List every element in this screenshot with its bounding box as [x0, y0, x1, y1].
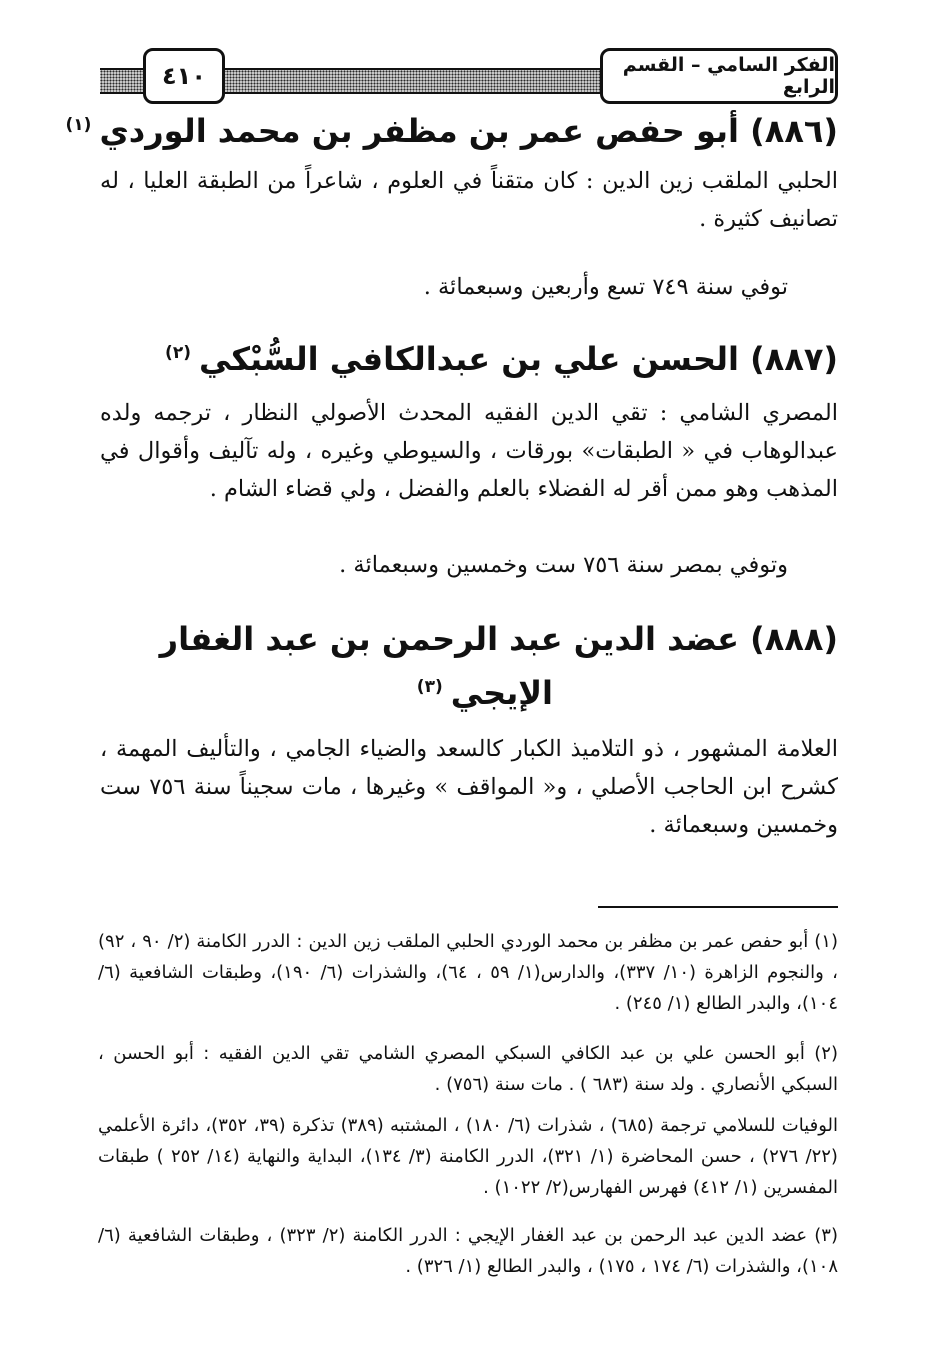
- entry-886-footnote-ref: (١): [65, 115, 92, 136]
- footnote-3: (٣) عضد الدين عبد الرحمن بن عبد الغفار الإيجي : الدرر الكامنة (٢/ ٣٢٣) ، وطبقات الشافعية (٦/ ١٠٨)، والشذرات (٦/ ١٧٤ ، ١٧٥) ، والبدر الطالع (١/ ٣٢٦) .: [98, 1225, 838, 1277]
- entry-886-death-note: توفي سنة ٧٤٩ تسع وأربعين وسبعمائة .: [423, 274, 788, 300]
- running-header-title: [600, 48, 838, 104]
- entry-888-body: العلامة المشهور ، ذو التلاميذ الكبار كالسعد والضياء الجامي ، والتأليف المهمة ، كشرح ابن الحاجب الأصلي ، و« المواقف » وغيرها ، مات سجيناً سنة ٧٥٦ ست وخمسين وسبعمائة .: [100, 736, 838, 838]
- entry-888-title-line1: (٨٨٨) عضد الدين عبد الرحمن بن عبد الغفار: [159, 620, 838, 658]
- entry-886-body: الحلبي الملقب زين الدين : كان متقناً في العلوم ، شاعراً من الطبقة العليا ، له تصانيف كثيرة .: [100, 168, 838, 232]
- header-title-text: الفكر السامي – القسم الرابع: [622, 54, 835, 98]
- entry-886-title: [65, 112, 838, 150]
- entry-887-footnote-ref: (٢): [165, 343, 191, 364]
- footnote-2-sources: الوفيات للسلامي ترجمة (٦٨٥) ، شذرات (٦/ ١٨٠) ، المشتبه (٣٨٩) تذكرة (٣٩، ٣٥٢)، دائرة الأعلمي (٢٢/ ٢٧٦) ، حسن المحاضرة (١/ ٣٢١)، الدرر الكامنة (٣/ ١٣٤)، البداية والنهاية (١٤/ ٢٥٢ ) طبقات المفسرين (١/ ٤١٢) فهرس الفهارس(٢/ ١٠٢٢) .: [98, 1115, 838, 1198]
- entry-887-body: المصري الشامي : تقي الدين الفقيه المحدث الأصولي النظار ، ترجمه ولده عبدالوهاب في « الطبقات» بورقات ، والسيوطي وغيره ، وله تآليف وأقوال في المذهب وهو ممن أقر له الفضلاء بالعلم والفضل ، ولي قضاء الشام .: [100, 400, 838, 502]
- footnote-separator: [598, 906, 838, 908]
- page-number-text: ٤١٠: [162, 62, 206, 90]
- footnote-1: (١) أبو حفص عمر بن مظفر بن محمد الوردي الحلبي الملقب زين الدين : الدرر الكامنة (٢/ ٩٠ ، ٩٢) ، والنجوم الزاهرة (١٠/ ٣٣٧)، والدارس(١/ ٥٩ ، ٦٤)، والشذرات (٦/ ١٩٠)، وطبقات الشافعية (٦/ ١٠٤)، والبدر الطالع (١/ ٢٤٥) .: [98, 931, 838, 1014]
- page-number: [143, 48, 225, 104]
- entry-887-title: [165, 340, 838, 378]
- entry-887-death-note: وتوفي بمصر سنة ٧٥٦ ست وخمسين وسبعمائة .: [339, 552, 788, 578]
- footnote-2: (٢) أبو الحسن علي بن عبد الكافي السبكي المصري الشامي تقي الدين الفقيه : أبو الحسن ، السبكي الأنصاري . ولد سنة (٦٨٣ ) . مات سنة (٧٥٦) .: [98, 1043, 838, 1095]
- entry-888-title-line2: [417, 674, 553, 712]
- entry-886-title-text: (٨٨٦) أبو حفص عمر بن مظفر بن محمد الوردي: [99, 112, 838, 150]
- entry-887-title-text: (٨٨٧) الحسن علي بن عبدالكافي السُّبْكي: [199, 340, 838, 378]
- entry-888-title-line2-text: الإيجي: [450, 674, 553, 712]
- entry-888-footnote-ref: (٣): [416, 677, 443, 698]
